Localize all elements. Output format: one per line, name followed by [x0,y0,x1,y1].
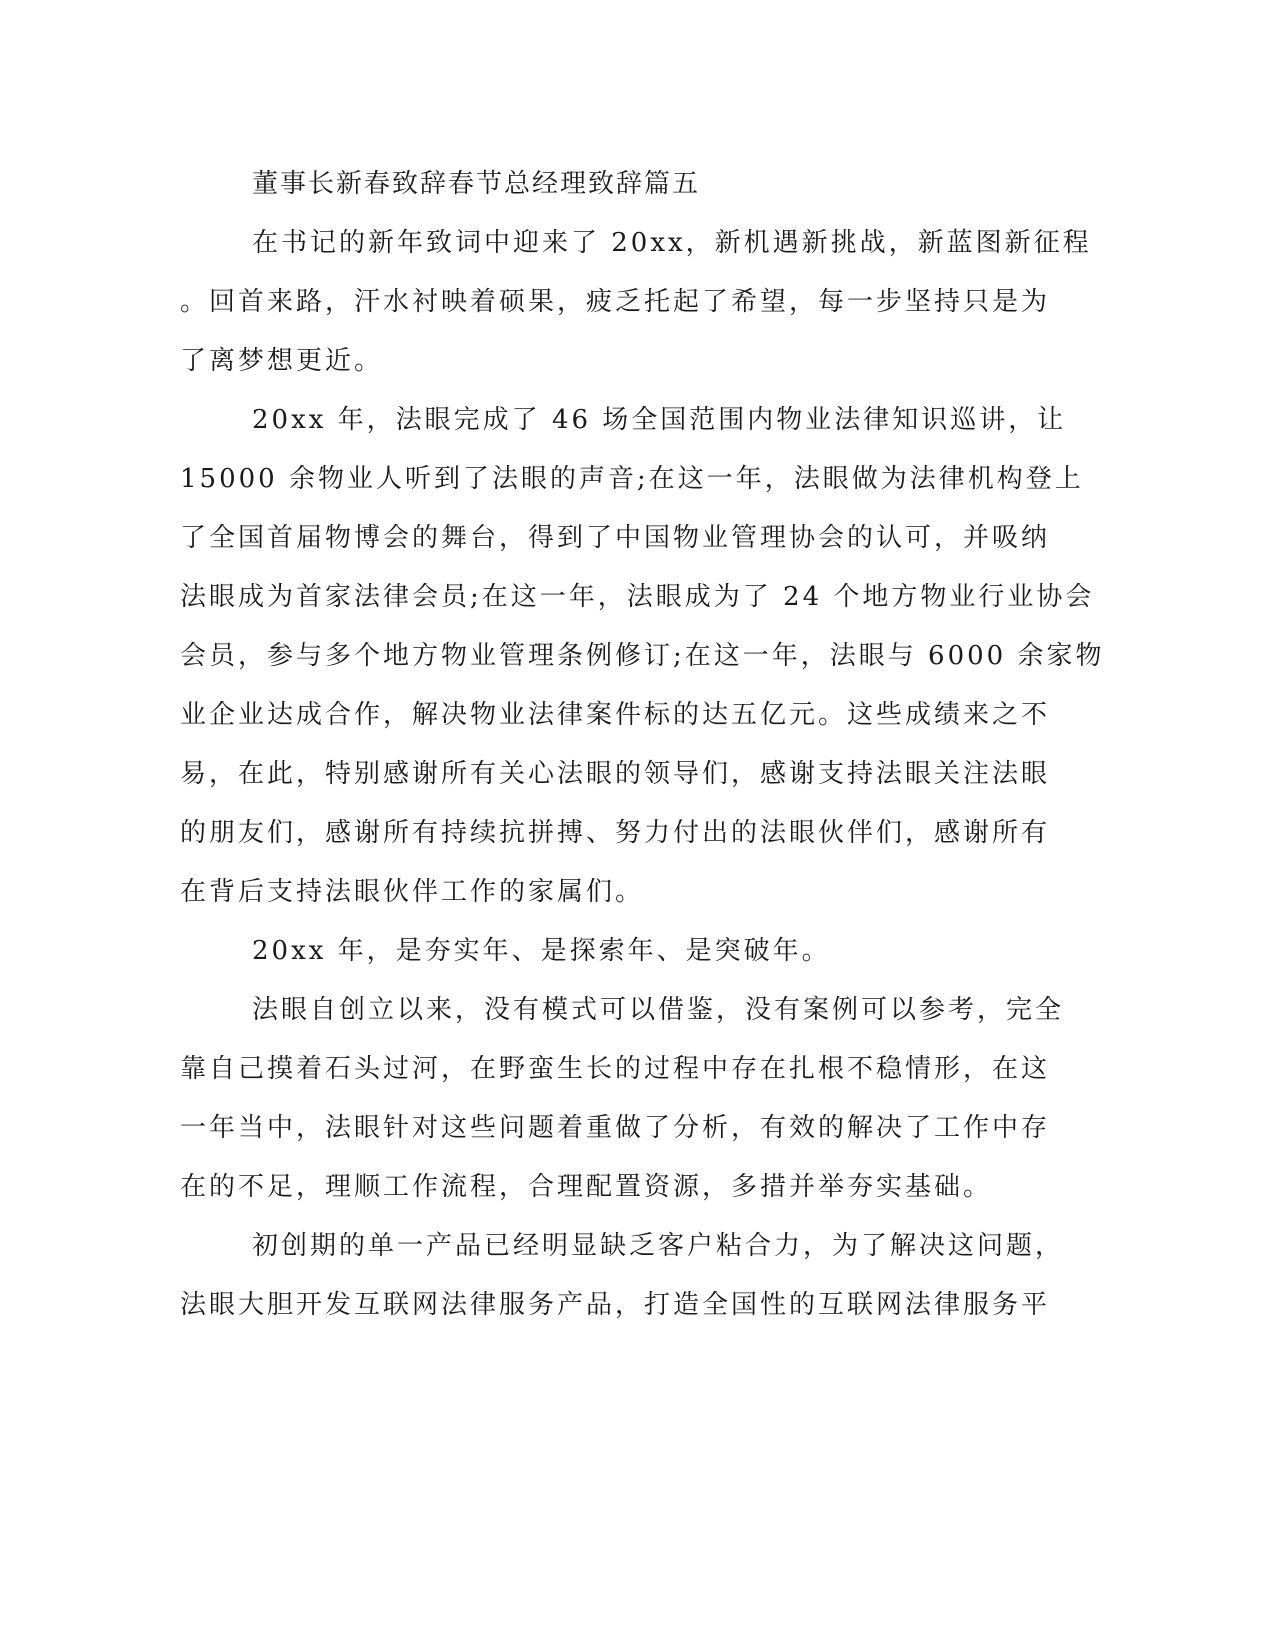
paragraph-2-line-4: 法眼成为首家法律会员;在这一年，法眼成为了 24 个地方物业行业协会 [180,582,1095,612]
paragraph-2-line-8: 的朋友们，感谢所有持续抗拼搏、努力付出的法眼伙伴们，感谢所有 [180,818,1051,848]
document-body [180,155,1105,1335]
paragraph-1-line-3: 了离梦想更近。 [180,346,384,376]
paragraph-4-line-2: 靠自己摸着石头过河，在野蛮生长的过程中存在扎根不稳情形，在这 [180,1054,1051,1084]
paragraph-2-line-5: 会员，参与多个地方物业管理条例修订;在这一年，法眼与 6000 余家物 [180,641,1105,671]
paragraph-2-line-9: 在背后支持法眼伙伴工作的家属们。 [180,877,645,907]
paragraph-4-line-1: 法眼自创立以来，没有模式可以借鉴，没有案例可以参考，完全 [252,995,1065,1025]
document-title: 董事长新春致辞春节总经理致辞篇五 [252,169,701,199]
paragraph-2-line-2: 15000 余物业人听到了法眼的声音;在这一年，法眼做为法律机构登上 [180,464,1084,494]
paragraph-4-line-3: 一年当中，法眼针对这些问题着重做了分析，有效的解决了工作中存 [180,1113,1051,1143]
paragraph-2-line-6: 业企业达成合作，解决物业法律案件标的达五亿元。这些成绩来之不 [180,700,1051,730]
paragraph-2-line-1: 20xx 年，法眼完成了 46 场全国范围内物业法律知识巡讲，让 [252,405,1067,435]
paragraph-2-line-3: 了全国首届物博会的舞台，得到了中国物业管理协会的认可，并吸纳 [180,523,1051,553]
paragraph-5-line-1: 初创期的单一产品已经明显缺乏客户粘合力，为了解决这问题， [252,1231,1065,1261]
paragraph-1-line-2: 。回首来路，汗水衬映着硕果，疲乏托起了希望，每一步坚持只是为 [180,287,1051,317]
paragraph-1-line-1: 在书记的新年致词中迎来了 20xx，新机遇新挑战，新蓝图新征程 [252,228,1092,258]
paragraph-2-line-7: 易，在此，特别感谢所有关心法眼的领导们，感谢支持法眼关注法眼 [180,759,1051,789]
paragraph-5-line-2: 法眼大胆开发互联网法律服务产品，打造全国性的互联网法律服务平 [180,1290,1051,1320]
paragraph-4-line-4: 在的不足，理顺工作流程，合理配置资源，多措并举夯实基础。 [180,1172,993,1202]
paragraph-3-line-1: 20xx 年，是夯实年、是探索年、是突破年。 [252,936,831,966]
